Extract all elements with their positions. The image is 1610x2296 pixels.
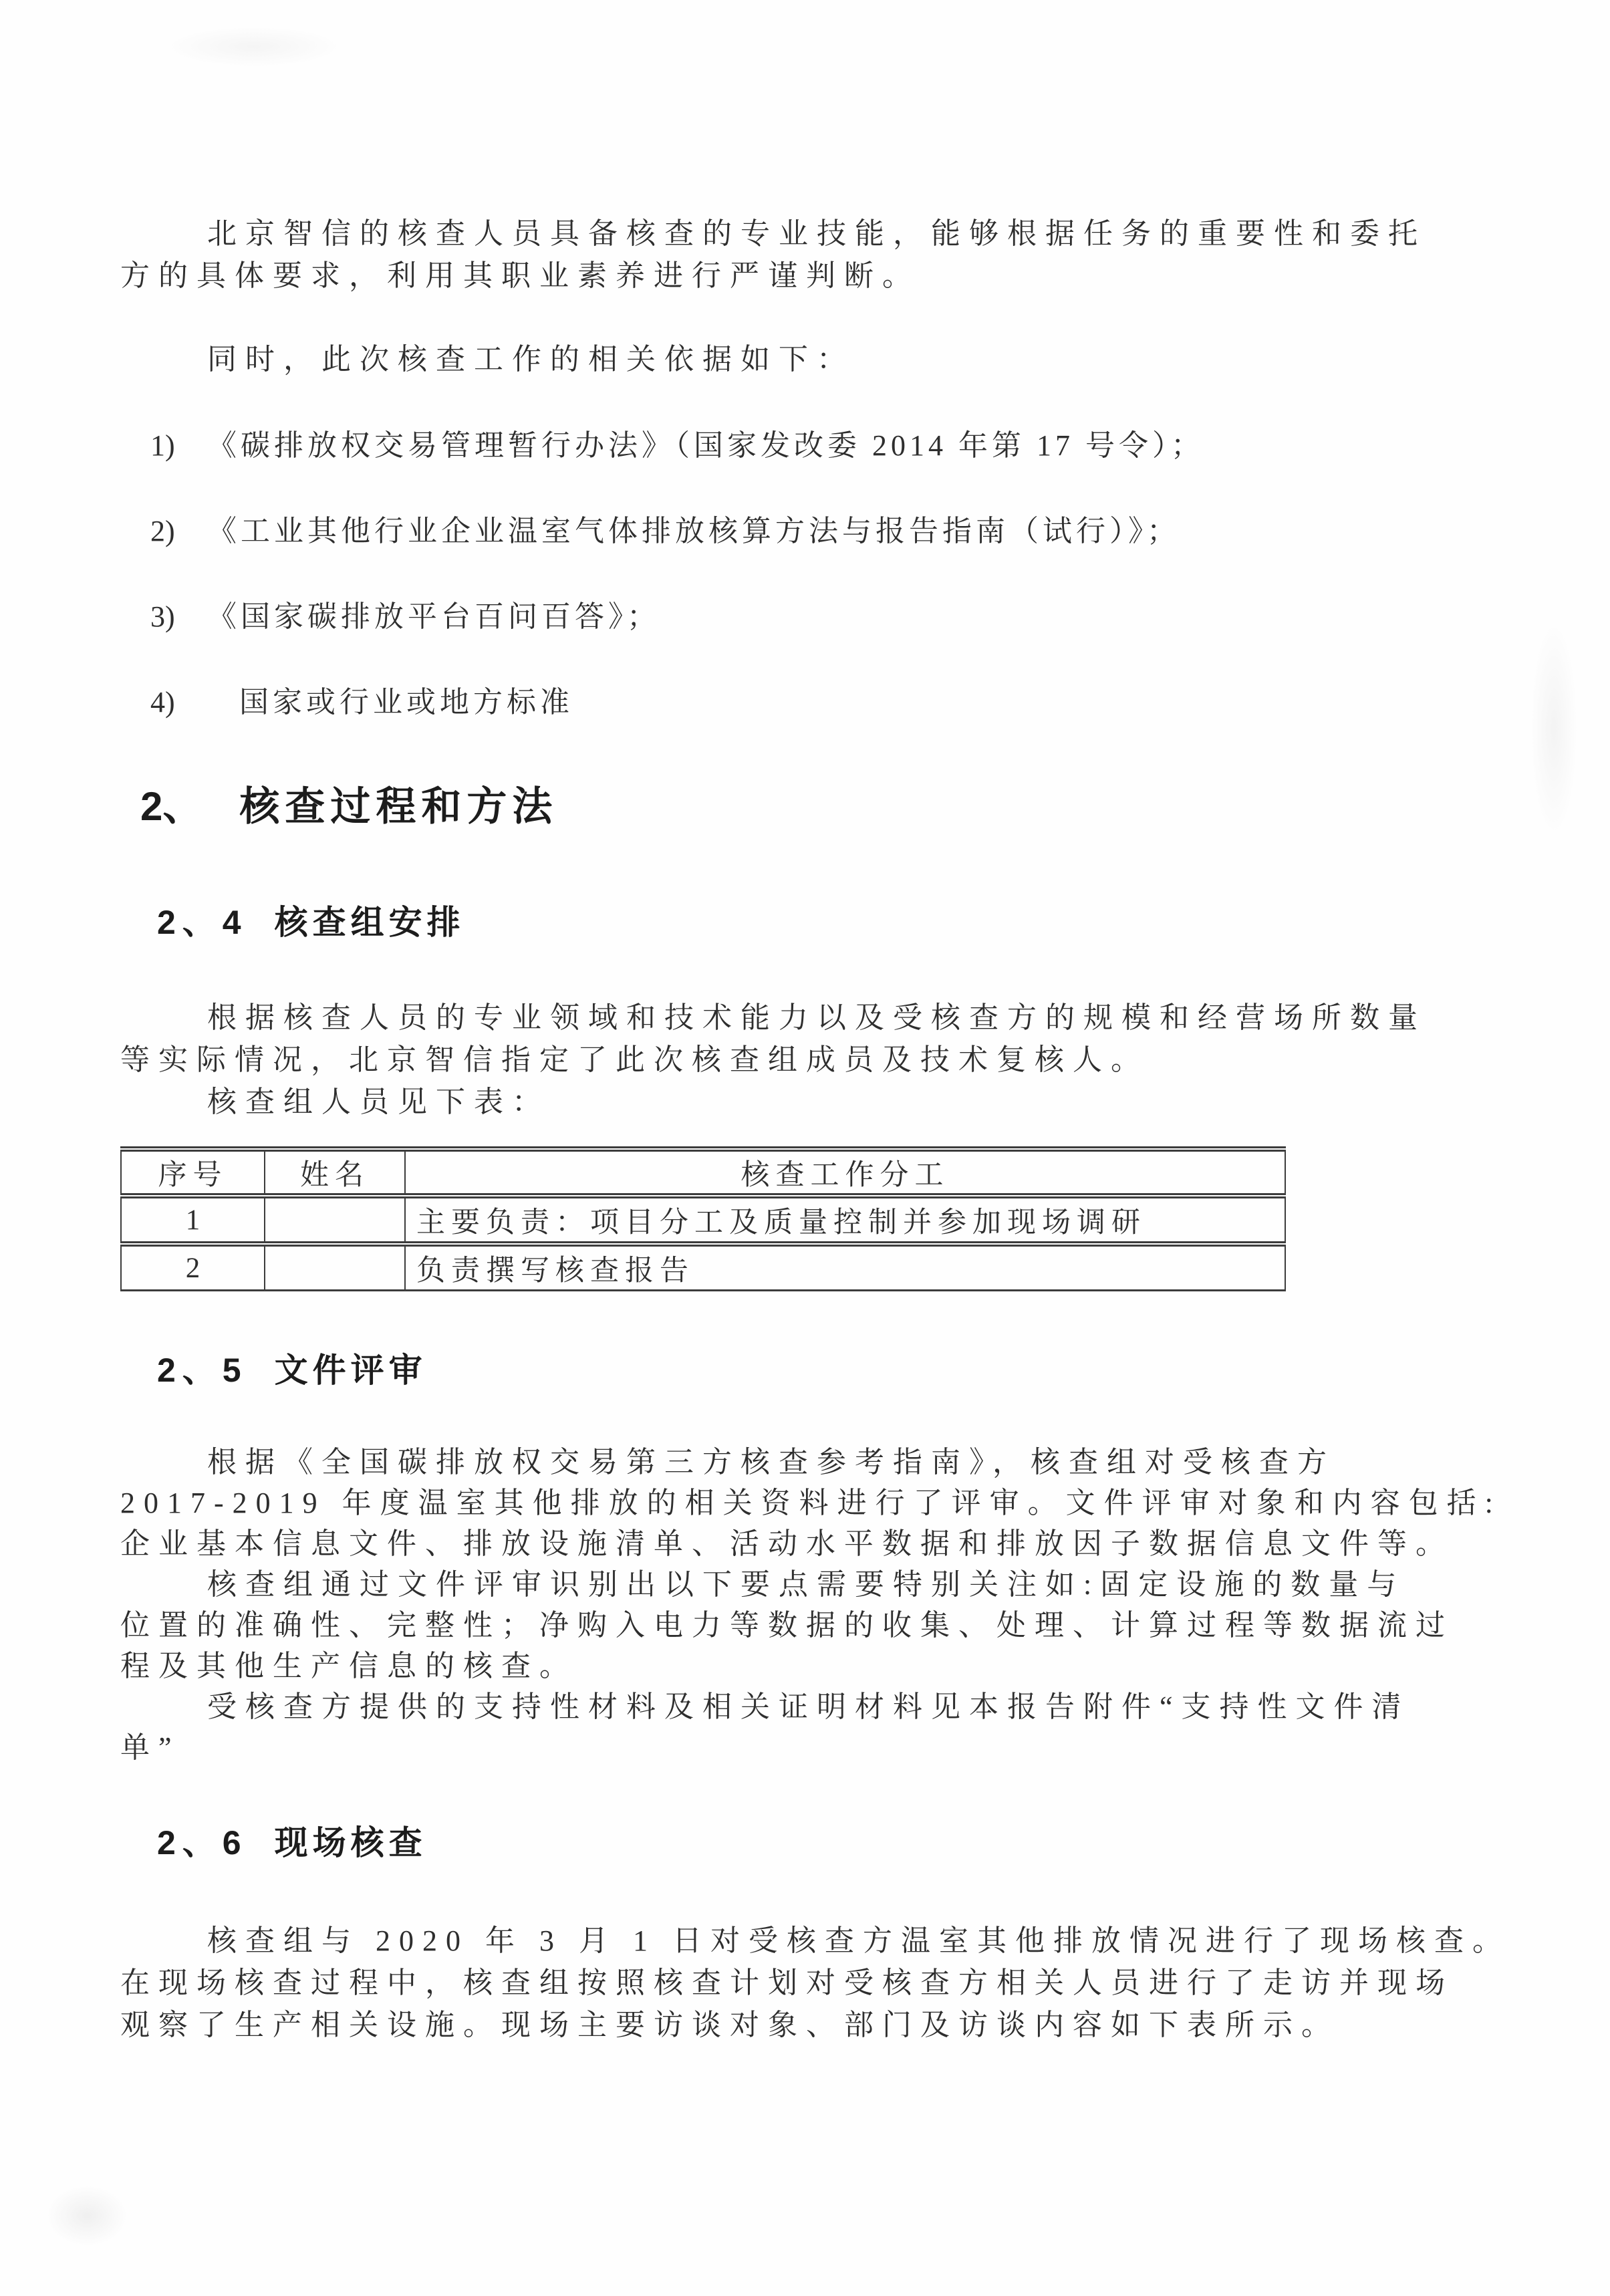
paragraph-line: 在现场核查过程中，核查组按照核查计划对受核查方相关人员进行了走访并现场: [120, 1966, 1454, 1999]
table-row: [121, 1196, 1285, 1244]
list-item-text: 《碳排放权交易管理暂行办法》（国家发改委 2014 年第 17 号令）；: [207, 429, 1204, 462]
paragraph-line: 方的具体要求，利用其职业素养进行严谨判断。: [120, 259, 920, 292]
list-marker: 4): [150, 686, 175, 719]
list-item: [120, 424, 1490, 467]
paragraph-line: 位置的准确性、完整性；净购入电力等数据的收集、处理、计算过程等数据流过: [120, 1609, 1454, 1642]
scan-artifact: [47, 2186, 127, 2246]
paragraph-line: 同时，此次核查工作的相关依据如下：: [207, 343, 855, 376]
subsection-heading-onsite: [157, 1821, 1490, 1865]
list-item-text: 国家或行业或地方标准: [239, 686, 573, 719]
heading-number: 2、4: [157, 904, 248, 941]
heading-title: 文件评审: [274, 1352, 427, 1389]
list-item: [120, 681, 1490, 723]
table-header-row: [121, 1149, 1285, 1196]
section-heading-process: [140, 780, 1490, 834]
list-marker: 3): [150, 600, 175, 633]
heading-title: 核查过程和方法: [239, 784, 558, 829]
heading-number: 2、: [140, 784, 203, 829]
paragraph-line: 等实际情况，北京智信指定了此次核查组成员及技术复核人。: [120, 1043, 1149, 1076]
cell-no: 1: [121, 1196, 265, 1244]
list-marker: 1): [150, 429, 175, 462]
cell-name: [265, 1196, 405, 1244]
table-header-no: 序号: [121, 1149, 265, 1196]
subsection-heading-team: [157, 900, 1490, 944]
paragraph-team: [120, 997, 1490, 1123]
heading-title: 核查组安排: [274, 904, 465, 941]
paragraph-docreview: [120, 1442, 1502, 1768]
paragraph-basis-lead: [120, 338, 1490, 380]
paragraph-line: 北京智信的核查人员具备核查的专业技能，能够根据任务的重要性和委托: [207, 217, 1426, 250]
paragraph-line: 根据《全国碳排放权交易第三方核查参考指南》，核查组对受核查方: [207, 1446, 1335, 1479]
paragraph-line: 受核查方提供的支持性材料及相关证明材料见本报告附件“支持性文件清: [207, 1690, 1410, 1723]
paragraph-line: 核查组与 2020 年 3 月 1 日对受核查方温室其他排放情况进行了现场核查。: [207, 1924, 1510, 1957]
subsection-heading-docreview: [157, 1348, 1490, 1392]
cell-name: [265, 1244, 405, 1291]
paragraph-line: 程及其他生产信息的核查。: [120, 1650, 577, 1682]
table-header-name: 姓名: [265, 1149, 405, 1196]
paragraph-line: 2017-2019 年度温室其他排放的相关资料进行了评审。文件评审对象和内容包括:: [120, 1487, 1502, 1519]
heading-number: 2、5: [157, 1352, 248, 1389]
table-header-duty: 核查工作分工: [405, 1149, 1285, 1196]
paragraph-line: 观察了生产相关设施。现场主要访谈对象、部门及访谈内容如下表所示。: [120, 2009, 1339, 2041]
cell-no: 2: [121, 1244, 265, 1291]
paragraph-onsite: [120, 1920, 1510, 2046]
list-item: [120, 510, 1490, 552]
paragraph-line: 核查组通过文件评审识别出以下要点需要特别关注如:固定设施的数量与: [207, 1568, 1405, 1601]
paragraph-line: 企业基本信息文件、排放设施清单、活动水平数据和排放因子数据信息文件等。: [120, 1527, 1454, 1560]
paragraph-intro: [120, 213, 1490, 297]
heading-title: 现场核查: [274, 1824, 427, 1862]
table-row: [121, 1244, 1285, 1291]
paragraph-line: 单”: [120, 1731, 180, 1764]
cell-duty: 负责撰写核查报告: [405, 1244, 1285, 1291]
team-table: [120, 1146, 1286, 1291]
list-marker: 2): [150, 515, 175, 547]
basis-list: [120, 424, 1490, 723]
heading-number: 2、6: [157, 1824, 248, 1862]
paragraph-line: 根据核查人员的专业领域和技术能力以及受核查方的规模和经营场所数量: [207, 1001, 1426, 1034]
paragraph-line: 核查组人员见下表：: [207, 1086, 550, 1118]
cell-duty: 主要负责：项目分工及质量控制并参加现场调研: [405, 1196, 1285, 1244]
list-item: [120, 596, 1490, 638]
list-item-text: 《工业其他行业企业温室气体排放核算方法与报告指南（试行）》；: [207, 515, 1180, 547]
list-item-text: 《国家碳排放平台百问百答》；: [207, 600, 660, 633]
